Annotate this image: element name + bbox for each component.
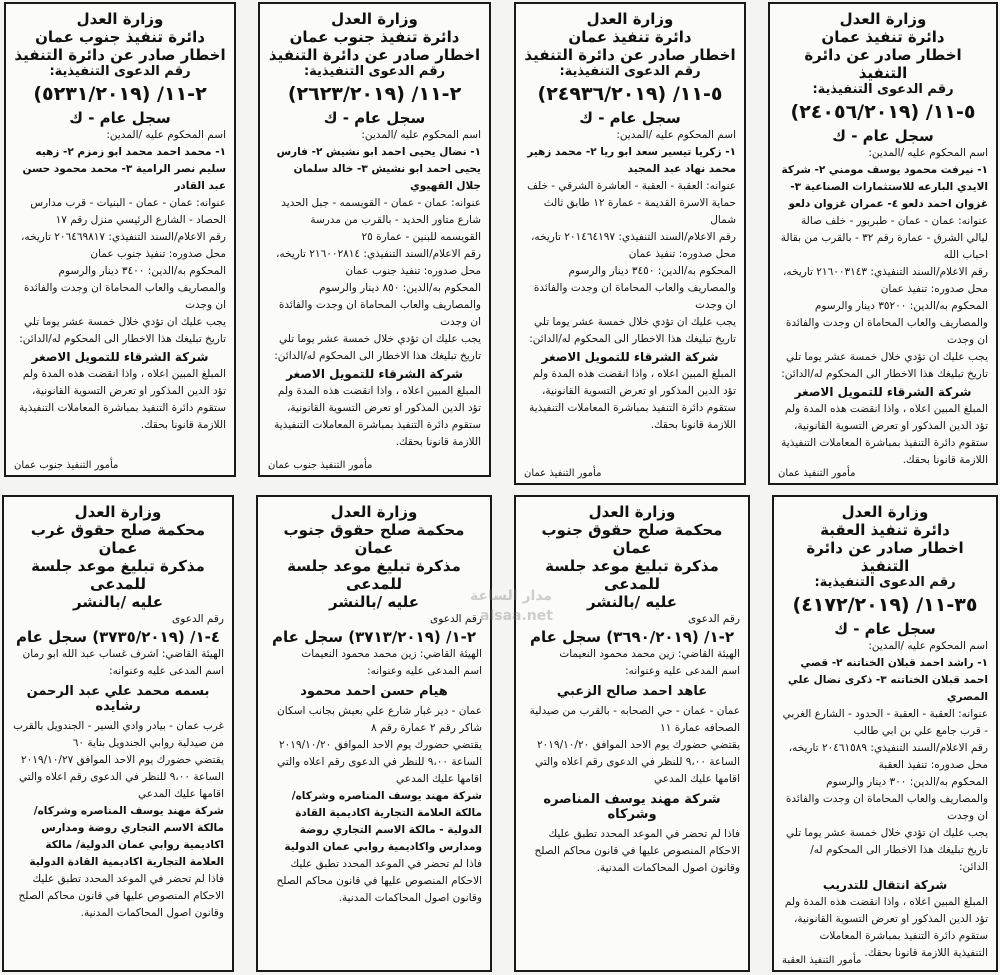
notice-reference: رقم الاعلام/السند التنفيذي: ٢٠٦٤٦٩٨١٧ تاريخه، [21, 231, 226, 243]
notice-reference: رقم الاعلام/السند التنفيذي: ٢٠٤٦١٥٨٩ تاريخه، [788, 742, 988, 754]
notice-title: اخطار صادر عن دائرة التنفيذ [806, 539, 964, 575]
debtor-address: عنوانه: عمان - عمان - البنيات - قرب مدارس الحصاد - الشارع الرئيسي منزل رقم ١٧ [30, 197, 226, 226]
notice-reference: رقم الاعلام/السند التنفيذي: ٢١٦٠٠٢٨١٤ تاريخه، [276, 248, 481, 260]
memo-title: مذكرة تبليغ موعد جلسة للمدعى [31, 557, 205, 593]
defendant-label: اسم المدعى عليه وعنوانه: [367, 665, 482, 677]
case-label: رقم الدعوى [430, 613, 482, 625]
department-title: دائرة تنفيذ العقبة [820, 521, 950, 539]
issuer: محل صدوره: تنفيذ عمان [628, 248, 736, 260]
creditor-company: شركة الشرقاء للتمويل الاصغر [794, 385, 972, 399]
notice-title: اخطار صادر عن دائرة التنفيذ [524, 46, 736, 64]
creditor-company: شركة الشرقاء للتمويل الاصغر [541, 350, 719, 364]
ministry-title: وزارة العدل [588, 503, 676, 521]
issuer: محل صدوره: تنفيذ عمان [880, 283, 988, 295]
ministry-title: وزارة العدل [841, 503, 929, 521]
case-label: رقم الدعوى التنفيذية: [559, 64, 701, 79]
debtor-address: عنوانه: عمان - عمان - طبربور - خلف صالة ليالي الشرق - عمارة رقم ٣٢ - بالقرب من بقالة احباب الله [780, 215, 988, 261]
defendant-name: عاهد احمد صالح الزعبي [556, 684, 708, 699]
defendant-address: عمان - دير غبار شارع علي بعيش بجانب اسكان شاكر رقم ٢ عمارة رقم ٨ [277, 705, 482, 734]
judgment-amount: المحكوم به/الدين: ٣٤٥٠ دينار والرسوم والمصاريف والعاب المحاماة ان وجدت والفائدة ان وجدت [533, 265, 736, 311]
debtor-label: اسم المحكوم عليه /المدين: [616, 129, 736, 141]
court-summons-card [256, 495, 492, 972]
debtor-label: اسم المحكوم عليه /المدين: [361, 129, 481, 141]
warning-text: المبلغ المبين اعلاه ، واذا انقضت هذه المدة ولم تؤد الدين المذكور او تعرض التسوية القانونية، ستقوم دائرة التنفيذ بمباشرة المعاملات التنفيذية اللازمة قانونا بحقك. [529, 368, 736, 431]
judge: الهيئة القاضي: زين محمد محمود النعيمات [301, 648, 482, 660]
department-title: دائرة تنفيذ جنوب عمان [35, 28, 205, 46]
memo-title: مذكرة تبليغ موعد جلسة للمدعى [545, 557, 719, 593]
ministry-title: وزارة العدل [839, 10, 927, 28]
issuer: محل صدوره: تنفيذ العقبة [878, 759, 988, 771]
execution-notice-card [768, 2, 998, 485]
creditor-company: شركة الشرقاء للتمويل الاصغر [31, 350, 209, 364]
ministry-title: وزارة العدل [74, 503, 162, 521]
memo-title: مذكرة تبليغ موعد جلسة للمدعى [287, 557, 461, 593]
plaintiff-name: شركة مهند يوسف المناصره وشركاه/ مالكة العلامة التجارية اكاديمية القادة الدولية - مالكة الاسم التجاري روضة ومدارس واكاديمية روابي عمان الدولية [284, 790, 482, 853]
judgment-amount: المحكوم به/الدين: ٨٥٠ دينار والرسوم والمصاريف والعاب المحاماة ان وجدت والفائدة ان وجدت [278, 282, 481, 328]
register-label: سجل عام - ك [69, 109, 171, 127]
ministry-title: وزارة العدل [331, 10, 418, 28]
case-number: ٢-١١/ (٥٢٣١/٢٠١٩) [33, 83, 207, 105]
creditor-company: شركة انتقال للتدريب [822, 878, 948, 892]
case-number: ٤-١/ (٣٧٣٥/٢٠١٩) سجل عام [16, 628, 220, 646]
defendant-name: هيام حسن احمد محمود [300, 684, 448, 699]
case-number: ٢-١/ (٣٦٩٠/٢٠١٩) سجل عام [530, 628, 734, 646]
case-label: رقم الدعوى التنفيذية: [303, 64, 446, 79]
notice-title: اخطار صادر عن دائرة التنفيذ [268, 46, 481, 64]
notice-reference: رقم الاعلام/السند التنفيذي: ٢٠١٤٦٤١٩٧ تاريخه، [531, 231, 736, 243]
warning-text: المبلغ المبين اعلاه ، واذا انقضت هذه المدة ولم تؤد الدين المذكور او تعرض التسوية القانونية، ستقوم دائرة التنفيذ بمباشرة المعاملات التنفيذية اللازمة قانونا بحقك. [274, 385, 481, 448]
register-label: سجل عام - ك [834, 620, 936, 638]
execution-notice-card [514, 2, 746, 485]
debtor-address: عنوانه: عمان - عمان - القويسمه - جبل الحديد شارع متاور الحديد - بالقرب من مدرسة القويسمه للبنين - عمارة ٢٥ [281, 197, 481, 243]
warning-text: فاذا لم تحضر في الموعد المحدد تطبق عليك الاحكام المنصوص عليها في قانون محاكم الصلح وقانون اصول المحاكمات المدنية. [276, 858, 482, 904]
signature: مأمور التنفيذ عمان [778, 468, 856, 479]
issuer: محل صدوره: تنفيذ جنوب عمان [345, 265, 481, 277]
payment-demand: يجب عليك ان تؤدي خلال خمسة عشر يوما تلي تاريخ تبليغك هذا الاخطار الى المحكوم له/الدائن: [785, 827, 988, 873]
judgment-amount: المحكوم به/الدين: ٣٤٠٠ دينار والرسوم والمصاريف والعاب المحاماة ان وجدت والفائدة ان وجدت [23, 265, 226, 311]
creditor-company: شركة الشرقاء للتمويل الاصغر [286, 367, 463, 381]
register-label: سجل عام - ك [832, 127, 934, 145]
debtor-label: اسم المحكوم عليه /المدين: [868, 640, 988, 652]
court-title: محكمة صلح حقوق غرب عمان [30, 521, 206, 557]
notice-reference: رقم الاعلام/السند التنفيذي: ٢١٦٠٠٣١٤٣ تاريخه، [783, 266, 988, 278]
register-label: سجل عام - ك [579, 109, 681, 127]
register-label: سجل عام - ك [323, 109, 426, 127]
memo-subtitle: عليه /بالنشر [329, 593, 419, 611]
court-title: محكمة صلح حقوق جنوب عمان [541, 521, 723, 557]
debtor-label: اسم المحكوم عليه /المدين: [106, 129, 226, 141]
signature: مأمور التنفيذ عمان [524, 468, 602, 479]
memo-subtitle: عليه /بالنشر [587, 593, 677, 611]
payment-demand: يجب عليك ان تؤدي خلال خمسة عشر يوما تلي تاريخ تبليغك هذا الاخطار الى المحكوم له/الدائن: [529, 316, 736, 345]
debtor-address: عنوانه: العقبة - العقبة - العاشرة الشرقي - خلف حماية الاسرة القديمة - عمارة ١٢ طابق ثالث شمال [527, 180, 736, 226]
case-number: ٢-١/ (٣٧١٣/٢٠١٩) سجل عام [272, 628, 476, 646]
warning-text: فاذا لم تحضر في الموعد المحدد تطبق عليك الاحكام المنصوص عليها في قانون محاكم الصلح وقانون اصول المحاكمات المدنية. [534, 828, 740, 874]
signature: مأمور التنفيذ العقبة [782, 955, 862, 966]
defendant-address: غرب عمان - بيادر وادي السير - الجندويل بالقرب من صيدلية روابي الجندويل بناية ٦٠ [13, 720, 224, 749]
session-details: يقتضي حضورك يوم الاحد الموافق ٢٠١٩/١٠/٢٧ الساعة ٩،٠٠ للنظر في الدعوى رقم اعلاه والتي اقامها عليك المدعي [19, 754, 224, 800]
debtor-names: ١- نيرفت محمود يوسف مومني ٢- شركة الايدي البارعه للاستثمارات الصناعية ٣- غزوان احمد دلعو ٤- عمران غزوان دلعو [781, 164, 988, 210]
court-title: محكمة صلح حقوق جنوب عمان [283, 521, 465, 557]
case-number: ٢-١١/ (٢٦٢٣/٢٠١٩) [287, 83, 462, 105]
case-label: رقم الدعوى التنفيذية: [814, 575, 956, 590]
ministry-title: وزارة العدل [586, 10, 674, 28]
warning-text: المبلغ المبين اعلاه ، واذا انقضت هذه المدة ولم تؤد الدين المذكور او تعرض التسوية القانونية، ستقوم دائرة التنفيذ بمباشرة المعاملات التنفيذية اللازمة قانونا بحقك. [784, 896, 988, 959]
ministry-title: وزارة العدل [76, 10, 164, 28]
debtor-names: ١- زكريا تيسير سعد ابو ريا ٢- محمد زهير محمد نهاد عبد المجيد [527, 146, 736, 175]
signature: مأمور التنفيذ جنوب عمان [14, 460, 119, 471]
payment-demand: يجب عليك ان تؤدي خلال خمسة عشر يوما تلي تاريخ تبليغك هذا الاخطار الى المحكوم له/الدائن: [274, 333, 481, 362]
notice-title: اخطار صادر عن دائرة التنفيذ [14, 46, 226, 64]
plaintiff-name: شركة مهند يوسف المناصره وشركاه [543, 792, 721, 822]
case-label: رقم الدعوى [172, 613, 224, 625]
plaintiff-name: شركة مهند يوسف المناصره وشركاه/ مالكة الاسم التجاري روضة ومدارس اكاديمية روابي عمان الدولية/ مالكة العلامة التجارية اكاديمية القادة الدولية [29, 805, 224, 868]
judgment-amount: المحكوم به/الدين: ٣٠٠ دينار والرسوم والمصاريف والعاب المحاماة ان وجدت والفائدة ان وجدت [785, 776, 988, 822]
debtor-names: ١- محمد احمد محمد ابو زمزم ٢- زهيه سليم نصر الرامية ٣- محمد محمود حسن عبد القادر [22, 146, 226, 192]
debtor-address: عنوانه: العقبة - العقبة - الحدود - الشارع الغربي - قرب جامع علي بن ابي طالب [782, 708, 988, 737]
defendant-name: بسمه محمد علي عبد الرحمن رشايده [26, 684, 210, 714]
department-title: دائرة تنفيذ عمان [568, 28, 692, 46]
court-summons-card [514, 495, 750, 972]
department-title: دائرة تنفيذ جنوب عمان [289, 28, 460, 46]
case-label: رقم الدعوى التنفيذية: [812, 82, 954, 97]
payment-demand: يجب عليك ان تؤدي خلال خمسة عشر يوما تلي تاريخ تبليغك هذا الاخطار الى المحكوم له/الدائن: [19, 316, 226, 345]
execution-notice-card [772, 495, 998, 972]
case-number: ٣٥-١١/ (٤١٧٢/٢٠١٩) [792, 594, 978, 616]
defendant-address: عمان - عمان - حي الصحابه - بالقرب من صيدلية الصحافه عمارة ١١ [529, 705, 740, 734]
court-summons-card [2, 495, 234, 972]
case-label: رقم الدعوى التنفيذية: [49, 64, 191, 79]
signature: مأمور التنفيذ جنوب عمان [268, 460, 373, 471]
department-title: دائرة تنفيذ عمان [821, 28, 945, 46]
judge: الهيئة القاضي: زين محمد محمود النعيمات [559, 648, 740, 660]
judge: الهيئة القاضي: اشرف غساب عبد الله ابو رمان [22, 648, 224, 660]
case-number: ٥-١١/ (٢٤٩٣٦/٢٠١٩) [537, 83, 723, 105]
watermark: مدار الساعة [470, 588, 553, 604]
warning-text: المبلغ المبين اعلاه ، واذا انقضت هذه المدة ولم تؤد الدين المذكور او تعرض التسوية القانونية، ستقوم دائرة التنفيذ بمباشرة المعاملات التنفيذية اللازمة قانونا بحقك. [781, 403, 988, 466]
memo-subtitle: عليه /بالنشر [73, 593, 163, 611]
case-number: ٥-١١/ (٢٤٠٥٦/٢٠١٩) [790, 101, 976, 123]
debtor-names: ١- راشد احمد قبلان الخناتنه ٢- قصي احمد قبلان الخناتنه ٣- ذكرى نضال علي المصري [787, 657, 988, 703]
session-details: يقتضي حضورك يوم الاحد الموافق ٢٠١٩/١٠/٢٠ الساعة ٩،٠٠ للنظر في الدعوى رقم اعلاه والتي اقامها عليك المدعي [535, 739, 740, 785]
case-label: رقم الدعوى [688, 613, 740, 625]
session-details: يقتضي حضورك يوم الاحد الموافق ٢٠١٩/١٠/٢٠ الساعة ٩،٠٠ للنظر في الدعوى رقم اعلاه والتي اقامها عليك المدعي [277, 739, 482, 785]
defendant-label: اسم المدعى عليه وعنوانه: [109, 665, 224, 677]
execution-notice-card [4, 2, 236, 477]
notice-title: اخطار صادر عن دائرة التنفيذ [804, 46, 962, 82]
watermark: alsaa.net [480, 608, 553, 624]
execution-notice-card [258, 2, 491, 477]
judgment-amount: المحكوم به/الدين: ٣٥٢٠٠ دينار والرسوم والمصاريف والعاب المحاماة ان وجدت والفائدة ان وجدت [785, 300, 988, 346]
issuer: محل صدوره: تنفيذ جنوب عمان [90, 248, 226, 260]
debtor-names: ١- نضال يحيى احمد ابو نشيش ٢- فارس يحيى احمد ابو نشيش ٣- خالد سلمان جلال القهيوي [276, 146, 481, 192]
ministry-title: وزارة العدل [330, 503, 418, 521]
debtor-label: اسم المحكوم عليه /المدين: [868, 147, 988, 159]
warning-text: المبلغ المبين اعلاه ، واذا انقضت هذه المدة ولم تؤد الدين المذكور او تعرض التسوية القانونية، ستقوم دائرة التنفيذ بمباشرة المعاملات التنفيذية اللازمة قانونا بحقك. [19, 368, 226, 431]
warning-text: فاذا لم تحضر في الموعد المحدد تطبق عليك الاحكام المنصوص عليها في قانون محاكم الصلح وقانون اصول المحاكمات المدنية. [18, 873, 224, 919]
defendant-label: اسم المدعى عليه وعنوانه: [625, 665, 740, 677]
payment-demand: يجب عليك ان تؤدي خلال خمسة عشر يوما تلي تاريخ تبليغك هذا الاخطار الى المحكوم له/الدائن: [781, 351, 988, 380]
